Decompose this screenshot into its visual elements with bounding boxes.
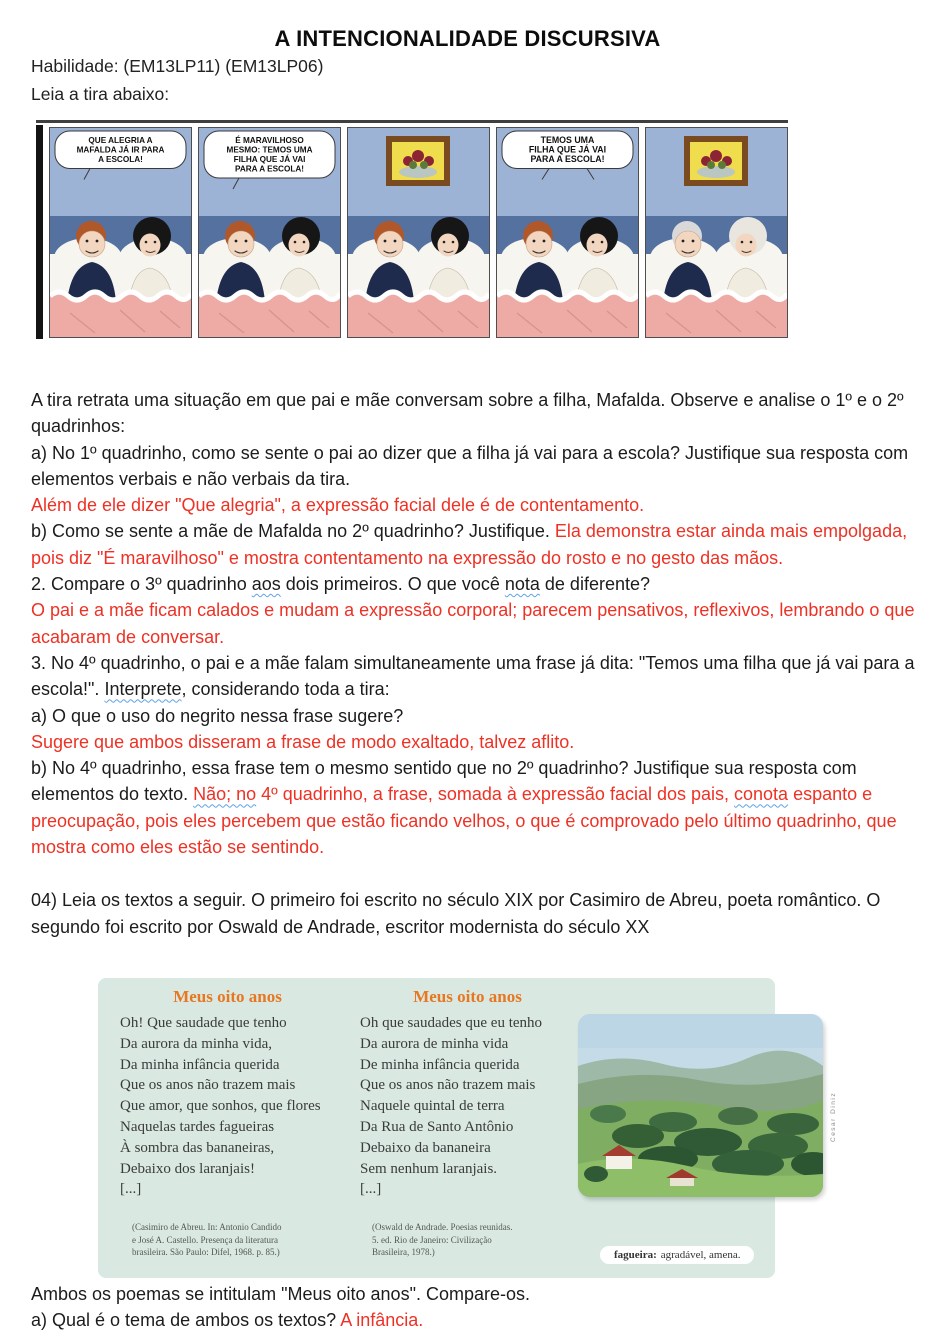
poem-line: [...] xyxy=(120,1181,142,1198)
svg-text:FILHA QUE JÁ VAI: FILHA QUE JÁ VAI xyxy=(233,155,306,164)
poem-line: Oh que saudades que eu tenho xyxy=(360,1015,543,1031)
text-run: espanto e preocupação, pois eles percebem que estão ficando velhos, o que é comprovado pelo último quadrinho, que mostra como eles estão se sentindo. xyxy=(31,784,897,858)
page-title: A INTENCIONALIDADE DISCURSIVA xyxy=(274,26,661,51)
skills-line: Habilidade: (EM13LP11) (EM13LP06) xyxy=(31,56,324,76)
citation-line: e José A. Castello. Presença da literatura xyxy=(132,1234,278,1245)
svg-text:FILHA QUE JÁ VAI: FILHA QUE JÁ VAI xyxy=(528,144,607,155)
text-run: A tira retrata uma situação em que pai e mãe conversam sobre a filha, Mafalda. Observe e analise o 1º e o 2º quadrinhos: xyxy=(31,390,904,437)
text-run: Interprete xyxy=(104,679,182,700)
text-run: b) No 4º quadrinho, essa frase tem o mesmo sentido que no 2º quadrinho? Justifique sua resposta com elementos do texto. xyxy=(31,758,857,805)
text-run: de diferente? xyxy=(539,574,650,595)
text-run: Ambos os poemas se intitulam "Meus oito anos". Compare-os. xyxy=(31,1284,530,1304)
poem-title: Meus oito anos xyxy=(173,987,282,1006)
text-run: , considerando toda a tira: xyxy=(181,679,390,700)
text-run: Além de ele dizer "Que alegria", a expressão facial dele é de contentamento. xyxy=(31,495,645,516)
poem-line: Naquele quintal de terra xyxy=(360,1098,505,1115)
text-run: conota xyxy=(734,784,789,805)
question-1b-with-answer xyxy=(31,518,917,571)
svg-text:MAFALDA JÁ IR PARA: MAFALDA JÁ IR PARA xyxy=(76,145,165,155)
text-run: O pai e a mãe ficam calados e mudam a expressão corporal; parecem pensativos, reflexivos, lembrando o que acabaram de conversar. xyxy=(31,600,915,647)
text-run: a) No 1º quadrinho, como se sente o pai ao dizer que a filha já vai para a escola? Justifique sua resposta com elementos verbais e não verbais da tira. xyxy=(31,442,909,489)
poem-line: Que amor, que sonhos, que flores xyxy=(120,1098,321,1115)
poem-line: Debaixo da bananeira xyxy=(360,1139,491,1156)
poem-line: Que os anos não trazem mais xyxy=(360,1077,536,1094)
comic-panel-3 xyxy=(347,127,490,338)
landscape-photo xyxy=(578,1014,823,1197)
compare-instruction xyxy=(31,1281,917,1307)
citation-line: (Oswald de Andrade. Poesias reunidas. xyxy=(372,1222,513,1233)
comic-top-rule xyxy=(36,120,788,123)
text-run: 2. Compare o 3º quadrinho xyxy=(31,574,252,595)
citation-line: Brasileira, 1978.) xyxy=(372,1247,435,1258)
svg-text:QUE ALEGRIA A: QUE ALEGRIA A xyxy=(88,136,153,145)
poem-line: Sem nenhum laranjais. xyxy=(360,1160,498,1177)
closing-block xyxy=(31,1281,917,1334)
glossary-term: fagueira: xyxy=(614,1249,657,1261)
poem-line: De minha infância querida xyxy=(360,1056,520,1073)
poem-line: Da minha infância querida xyxy=(120,1056,280,1073)
svg-text:PARA A ESCOLA!: PARA A ESCOLA! xyxy=(530,154,605,164)
instruction-line: Leia a tira abaixo: xyxy=(31,84,170,104)
question-4-intro xyxy=(31,887,917,940)
comic-panel-5 xyxy=(645,127,788,338)
text-run: 4º quadrinho, a frase, somada à expressão facial dos pais, xyxy=(256,784,735,805)
text-run: dois primeiros. O que você xyxy=(280,574,505,595)
text-run: Não; no xyxy=(193,784,257,805)
poem-line: Da Rua de Santo Antônio xyxy=(360,1118,514,1135)
comic-panel-4 xyxy=(496,127,639,338)
svg-text:TEMOS UMA: TEMOS UMA xyxy=(540,135,595,145)
text-run: aos xyxy=(251,574,281,595)
svg-text:PARA A ESCOLA!: PARA A ESCOLA! xyxy=(235,164,304,174)
text-run: a) O que o uso do negrito nessa frase sugere? xyxy=(31,705,404,726)
question-4a-with-answer xyxy=(31,1307,917,1333)
question-3b-with-answer xyxy=(31,755,917,860)
poem-line: À sombra das bananeiras, xyxy=(120,1139,275,1156)
svg-text:MESMO: TEMOS UMA: MESMO: TEMOS UMA xyxy=(226,145,313,155)
text-run: nota xyxy=(504,574,540,595)
poem-line: Da aurora de minha vida xyxy=(360,1035,509,1052)
svg-text:É MARAVILHOSO: É MARAVILHOSO xyxy=(235,136,304,145)
poem-citation xyxy=(360,1221,575,1259)
poem-casimiro xyxy=(120,987,335,1259)
citation-line: (Casimiro de Abreu. In: Antonio Candido xyxy=(132,1222,282,1233)
glossary-note xyxy=(600,1246,754,1264)
text-run: Ela demonstra estar ainda mais empolgada, pois diz "É maravilhoso" e mostra contentamento na expressão do rosto e no gesto das mãos. xyxy=(31,521,908,568)
text-run: A infância. xyxy=(340,1310,424,1331)
poem-line: Oh! Que saudade que tenho xyxy=(120,1015,287,1031)
question-1a xyxy=(31,440,917,493)
text-run: 04) Leia os textos a seguir. O primeiro foi escrito no século XIX por Casimiro de Abreu, poeta romântico. O segundo foi escrito por Oswald de Andrade, escritor modernista do século XX xyxy=(31,890,881,937)
landscape-photo-art xyxy=(578,1014,823,1197)
glossary-definition: agradável, amena. xyxy=(660,1249,741,1261)
answer-1a xyxy=(31,492,917,518)
question-3 xyxy=(31,650,917,703)
comic-left-bar xyxy=(36,125,43,339)
photo-credit: Cesar Diniz xyxy=(830,1091,837,1142)
questions-block xyxy=(31,387,917,940)
text-run: 3. No 4º quadrinho, o pai e a mãe falam simultaneamente uma frase já dita: "Temos uma filha que já vai para a escola!". xyxy=(31,652,915,700)
comic-panels xyxy=(49,127,788,338)
poem-line: Que os anos não trazem mais xyxy=(120,1077,296,1094)
text-run: a) Qual é o tema de ambos os textos? xyxy=(31,1310,341,1331)
intro-paragraph xyxy=(31,387,917,440)
comic-strip xyxy=(36,118,791,342)
answer-3a xyxy=(31,729,917,755)
poem-line: [...] xyxy=(360,1181,382,1198)
svg-text:A ESCOLA!: A ESCOLA! xyxy=(98,155,143,164)
citation-line: 5. ed. Rio de Janeiro: Civilização xyxy=(372,1234,492,1245)
comic-panel-1 xyxy=(49,127,192,338)
citation-line: brasileira. São Paulo: Difel, 1968. p. 85.) xyxy=(132,1247,280,1258)
question-2 xyxy=(31,571,917,597)
poem-line: Da aurora da minha vida, xyxy=(120,1035,273,1052)
poem-line: Naquelas tardes fagueiras xyxy=(120,1118,275,1135)
text-run: Sugere que ambos disseram a frase de modo exaltado, talvez aflito. xyxy=(31,731,575,752)
poem-line: Debaixo dos laranjais! xyxy=(120,1160,255,1177)
poem-title: Meus oito anos xyxy=(413,987,522,1006)
poem-oswald xyxy=(360,987,575,1259)
text-run: b) Como se sente a mãe de Mafalda no 2º quadrinho? Justifique. xyxy=(31,521,555,542)
comic-panel-2 xyxy=(198,127,341,338)
question-3a xyxy=(31,703,917,729)
poem-citation xyxy=(120,1221,335,1259)
answer-2 xyxy=(31,597,917,650)
